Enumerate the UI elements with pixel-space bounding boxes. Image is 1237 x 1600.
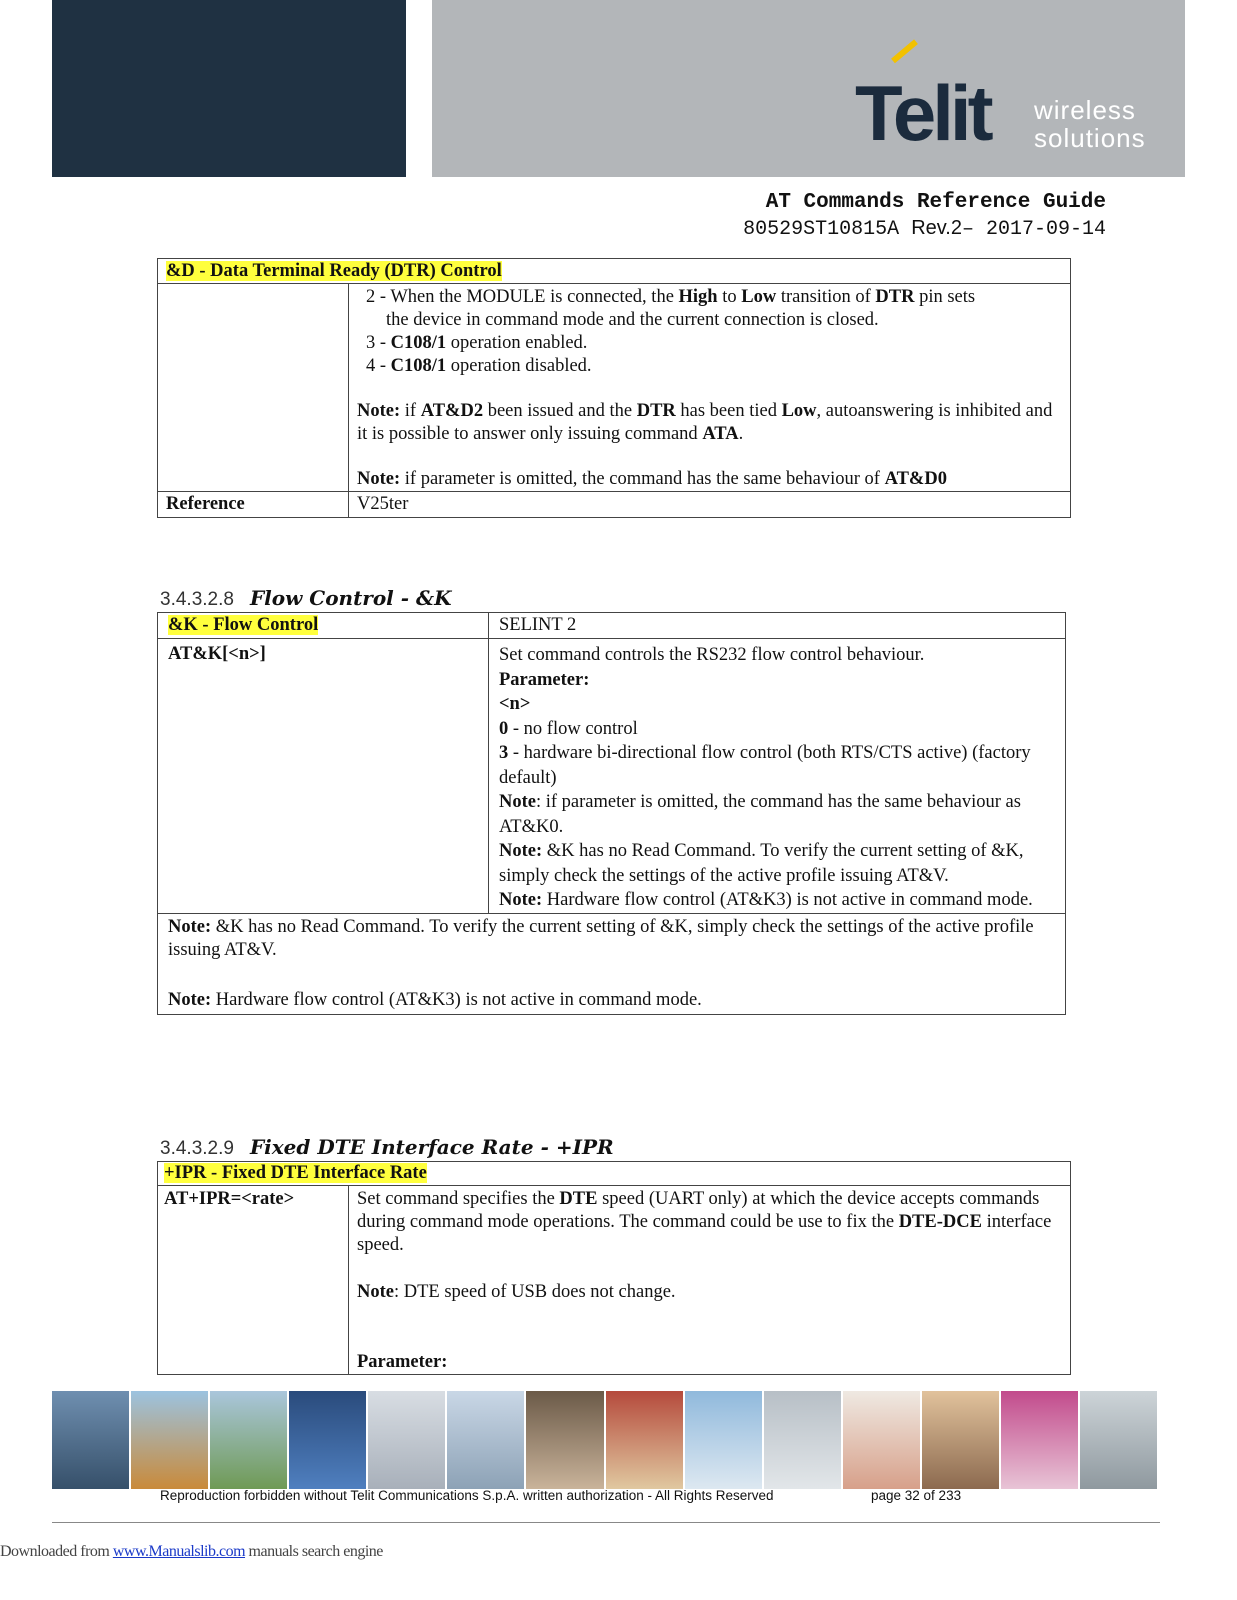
k-footer-note-2: Note: Hardware flow control (AT&K3) is not active in command mode. (168, 989, 702, 1010)
ipr-parameter-label: Parameter: (357, 1352, 448, 1372)
doc-title: AT Commands Reference Guide (765, 191, 1106, 214)
ipr-command: AT+IPR=<rate> (158, 1186, 349, 1375)
ipr-note: Note: DTE speed of USB does not change. (357, 1282, 676, 1302)
dtr-body-cell (349, 284, 1071, 492)
section-title: Flow Control - &K (249, 586, 452, 610)
dtr-item-3: 3 - C108/1 operation enabled. (366, 333, 588, 353)
dtr-note-2: Note: if parameter is omitted, the command has the same behaviour of AT&D0 (357, 469, 947, 489)
section-number: 3.4.3.2.9 (160, 1138, 234, 1159)
doc-rev: Rev.2 (911, 217, 962, 239)
manualslib-link[interactable]: www.Manualslib.com (112, 1543, 246, 1560)
k-note-3: Note: Hardware flow control (AT&K3) is not active in command mode. (499, 890, 1033, 910)
k-note-2: Note: &K has no Read Command. To verify the current setting of &K, simply check the settings of the active profile issuing AT&V. (499, 841, 1024, 886)
ipr-description: Set command specifies the DTE speed (UART only) at which the device accepts commands during command mode operations. The command could be use to fix the DTE-DCE interface speed. (357, 1189, 1052, 1255)
footer-divider (52, 1522, 1160, 1523)
dtr-item-4: 4 - C108/1 operation disabled. (366, 356, 592, 376)
k-note-1: Note: if parameter is omitted, the command has the same behaviour as AT&K0. (499, 792, 1021, 837)
dtr-item-2: 2 - When the MODULE is connected, the High to Low transition of DTR pin sets (366, 287, 976, 307)
k-footer-notes (158, 913, 1066, 1014)
k-selint: SELINT 2 (489, 613, 1066, 639)
ipr-description-cell (349, 1186, 1071, 1375)
doc-code: 80529ST10815A (743, 218, 900, 241)
section-title: Fixed DTE Interface Rate - +IPR (249, 1135, 614, 1159)
header-banner-dark (52, 0, 406, 177)
doc-date: – 2017-09-14 (961, 218, 1106, 241)
dtr-item-2-cont: the device in command mode and the current connection is closed. (386, 310, 879, 330)
section-heading-ipr (160, 1135, 614, 1161)
k-description: Set command controls the RS232 flow control behaviour. (499, 645, 925, 665)
footer-copyright: Reproduction forbidden without Telit Communications S.p.A. written authorization - All Rights Reserved (160, 1488, 774, 1503)
k-parameter-name: <n> (499, 694, 531, 714)
flow-control-table (157, 612, 1066, 1015)
k-parameter-label: Parameter: (499, 669, 590, 690)
ipr-table-header: +IPR - Fixed DTE Interface Rate (164, 1163, 427, 1183)
logo-tagline (1034, 96, 1146, 152)
footer-photo-strip (52, 1391, 1157, 1489)
k-description-cell (489, 639, 1066, 914)
k-option-0: 0 - no flow control (499, 718, 638, 739)
section-heading-flow-control (160, 586, 451, 612)
dtr-reference-label: Reference (158, 492, 349, 518)
k-option-3: 3 - hardware bi-directional flow control (both RTS/CTS active) (factory default) (499, 743, 1031, 788)
logo-tagline-line1: wireless (1034, 95, 1136, 125)
dtr-control-table (157, 258, 1071, 518)
dtr-note-1: Note: if AT&D2 been issued and the DTR has been tied Low, autoanswering is inhibited and it is possible to answer only issuing command ATA. (357, 401, 1053, 444)
k-footer-note-1: Note: &K has no Read Command. To verify the current setting of &K, simply check the settings of the active profile issuing AT&V. (168, 916, 1034, 960)
k-command: AT&K[<n>] (158, 639, 489, 914)
footer-page-number: page 32 of 233 (871, 1488, 962, 1503)
download-notice: Downloaded from www.Manualslib.com manuals search engine (0, 1543, 383, 1560)
telit-logo: Telit (855, 69, 990, 157)
logo-tagline-line2: solutions (1034, 123, 1146, 153)
section-number: 3.4.3.2.8 (160, 589, 234, 610)
dtr-empty-cell (158, 284, 349, 492)
dtr-table-header: &D - Data Terminal Ready (DTR) Control (166, 261, 502, 281)
dtr-reference-value: V25ter (349, 492, 1071, 518)
ipr-table (157, 1161, 1071, 1375)
doc-revision (743, 217, 1106, 241)
k-table-header: &K - Flow Control (168, 615, 319, 635)
